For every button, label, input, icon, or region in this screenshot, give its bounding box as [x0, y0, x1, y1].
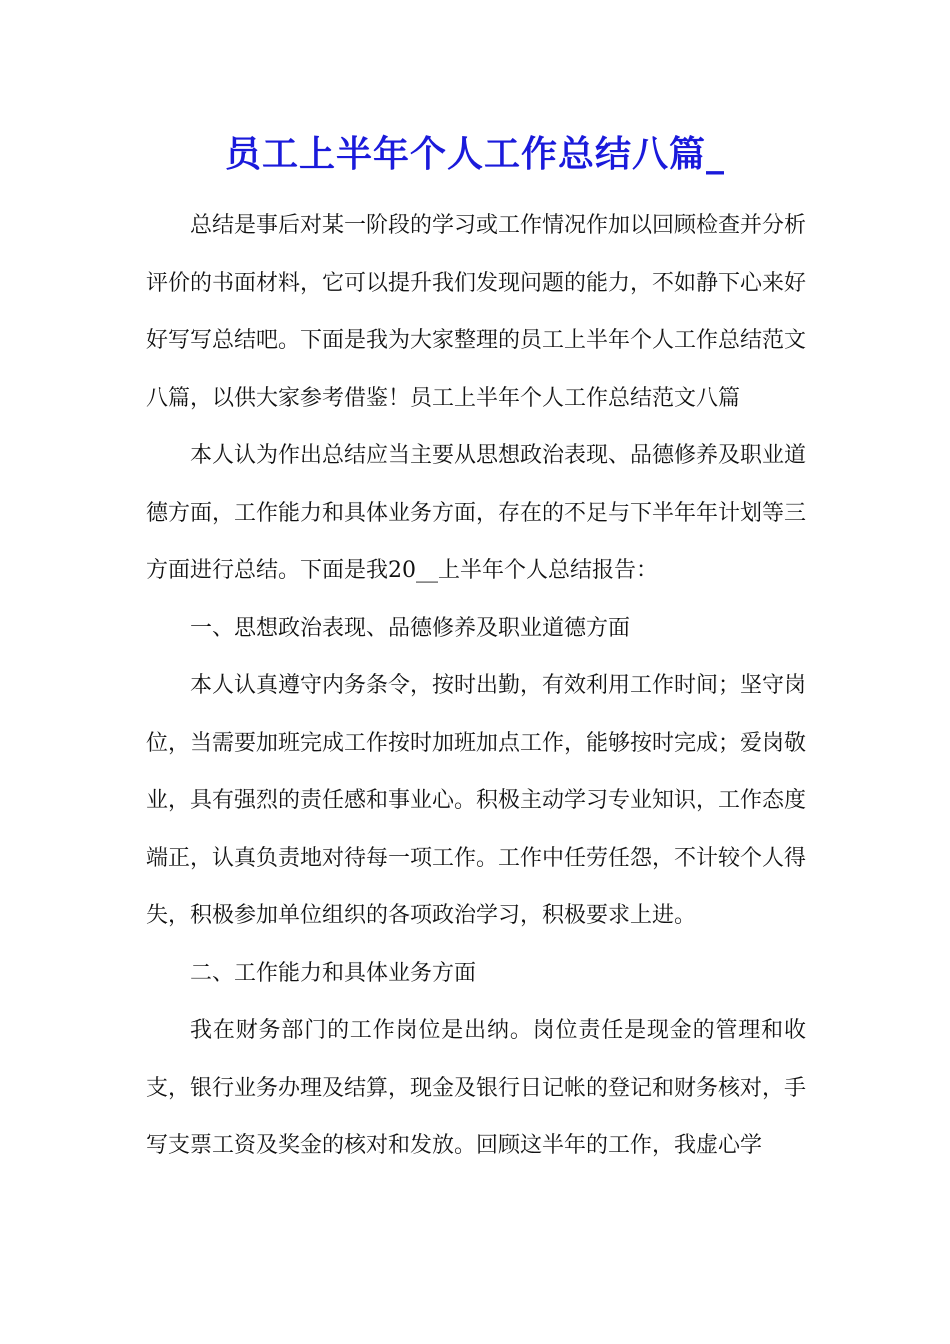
- paragraph-intro: 总结是事后对某一阶段的学习或工作情况作加以回顾检查并分析评价的书面材料，它可以提升我们发现问题的能力，不如静下心来好好写写总结吧。下面是我为大家整理的员工上半年个人工作总结范文八篇，以供大家参考借鉴！员工上半年个人工作总结范文八篇: [146, 213, 807, 411]
- paragraph-section-2: 我在财务部门的工作岗位是出纳。岗位责任是现金的管理和收支，银行业务办理及结算，现金及银行日记帐的登记和财务核对，手写支票工资及奖金的核对和发放。回顾这半年的工作，我虚心学: [146, 1018, 807, 1158]
- document-body: [146, 197, 806, 1175]
- paragraph-overview: 本人认为作出总结应当主要从思想政治表现、品德修养及职业道德方面，工作能力和具体业务方面，存在的不足与下半年年计划等三方面进行总结。下面是我20__上半年个人总结报告：: [146, 443, 807, 583]
- section-heading-1: 一、思想政治表现、品德修养及职业道德方面: [190, 615, 631, 641]
- section-heading-2: 二、工作能力和具体业务方面: [190, 960, 477, 986]
- document-title: 员工上半年个人工作总结八篇_: [224, 133, 725, 175]
- paragraph-section-1: 本人认真遵守内务条令，按时出勤，有效利用工作时间；坚守岗位，当需要加班完成工作按时加班加点工作，能够按时完成；爱岗敬业，具有强烈的责任感和事业心。积极主动学习专业知识，工作态度端正，认真负责地对待每一项工作。工作中任劳任怨，不计较个人得失，积极参加单位组织的各项政治学习，积极要求上进。: [146, 673, 807, 928]
